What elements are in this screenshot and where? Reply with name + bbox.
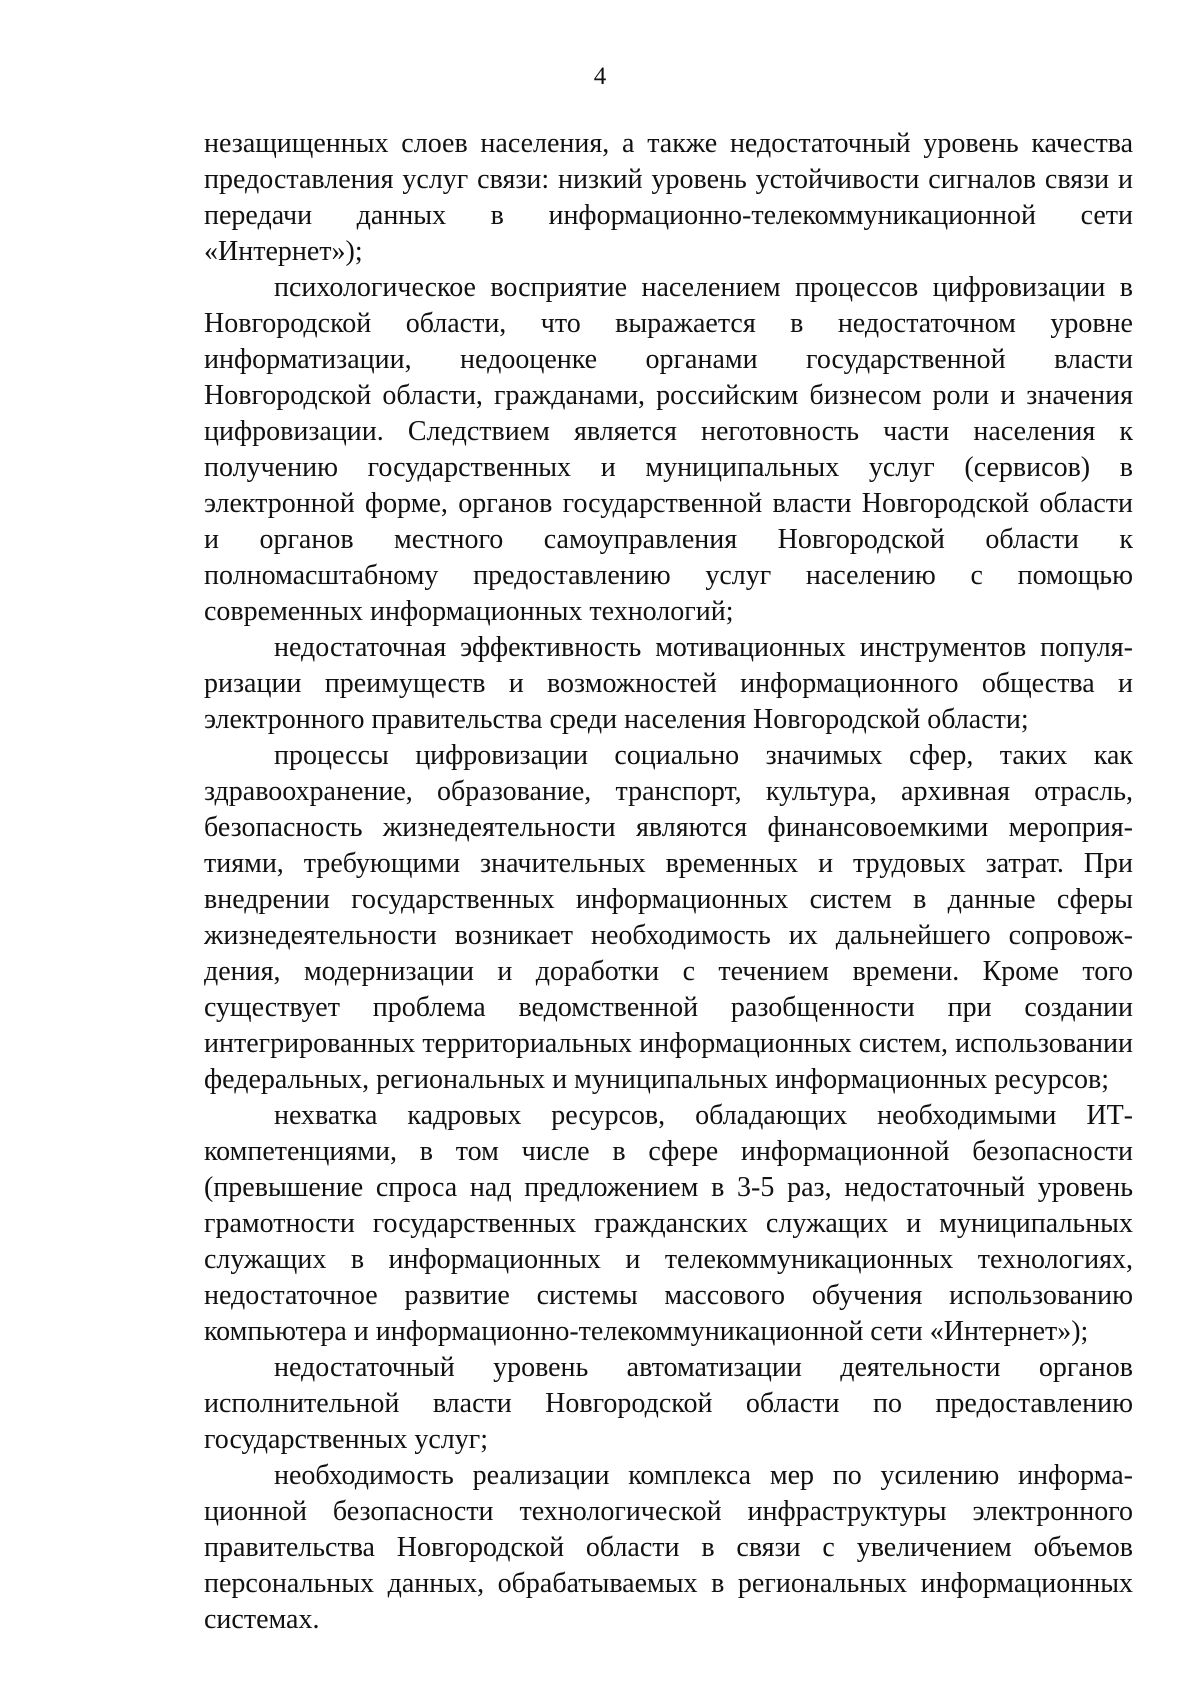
paragraph-information-security: необходимость реализации комплекса мер по усилению информационной безопасности технологической инфраструктуры электронного правительства Новгородской области в связи с увеличением объемов персональных данных, обрабатываемых в региональных информационных системах.: [204, 1460, 1133, 1635]
body-text: [204, 126, 1133, 1638]
paragraph-motivation-tools: недостаточная эффективность мотивационных инструментов популяризации преимуществ и возможностей информационного общества и электронного правительства среди населения Новгородской области;: [204, 632, 1133, 735]
paragraph-automation-level: недостаточный уровень автоматизации деятельности органов исполнительной власти Новгородской области по предоставлению государственных услуг;: [204, 1352, 1133, 1455]
paragraph-psychological-perception: психологическое восприятие населением процессов цифровизации в Новгородской области, что выражается в недостаточном уровне информатизации, недооценке органами государственной власти Новгородской области, гражданами, российским бизнесом роли и значения цифровизации. Следствием является неготовность части населения к получению государственных и муниципальных услуг (сервисов) в электронной форме, органов государственной власти Новгородской области и органов местного самоуправления Новгородской области к полномасштабному предоставлению услуг населению с помощью современных информационных технологий;: [204, 272, 1133, 627]
paragraph-continued: незащищенных слоев населения, а также недостаточный уровень качества предоставления услуг связи: низкий уровень устойчивости сигналов связи и передачи данных в информационно-телекоммуникационной сети «Интернет»);: [204, 128, 1133, 267]
paragraph-staff-shortage: нехватка кадровых ресурсов, обладающих необходимыми ИТ-компетенциями, в том числе в сфере информационной безопасности (превышение спроса над предложением в 3-5 раз, недостаточный уровень грамотности государственных гражданских служащих и муниципальных служащих в информационных и телекоммуникационных технологиях, недостаточное развитие системы массового обучения использованию компьютера и информационно-телекоммуникационной сети «Интернет»);: [204, 1100, 1133, 1347]
paragraph-digitalization-processes: процессы цифровизации социально значимых сфер, таких как здравоохранение, образование, транспорт, культура, архивная отрасль, безопасность жизнедеятельности являются финансовоемкими мероприятиями, требующими значительных временных и трудовых затрат. При внедрении государственных информационных систем в данные сферы жизнедеятельности возникает необходимость их дальнейшего сопровождения, модернизации и доработки с течением времени. Кроме того существует проблема ведомственной разобщенности при создании интегрированных территориальных информационных систем, использовании федеральных, региональных и муниципальных информационных ресурсов;: [204, 740, 1133, 1095]
page-number: 4: [593, 63, 607, 90]
